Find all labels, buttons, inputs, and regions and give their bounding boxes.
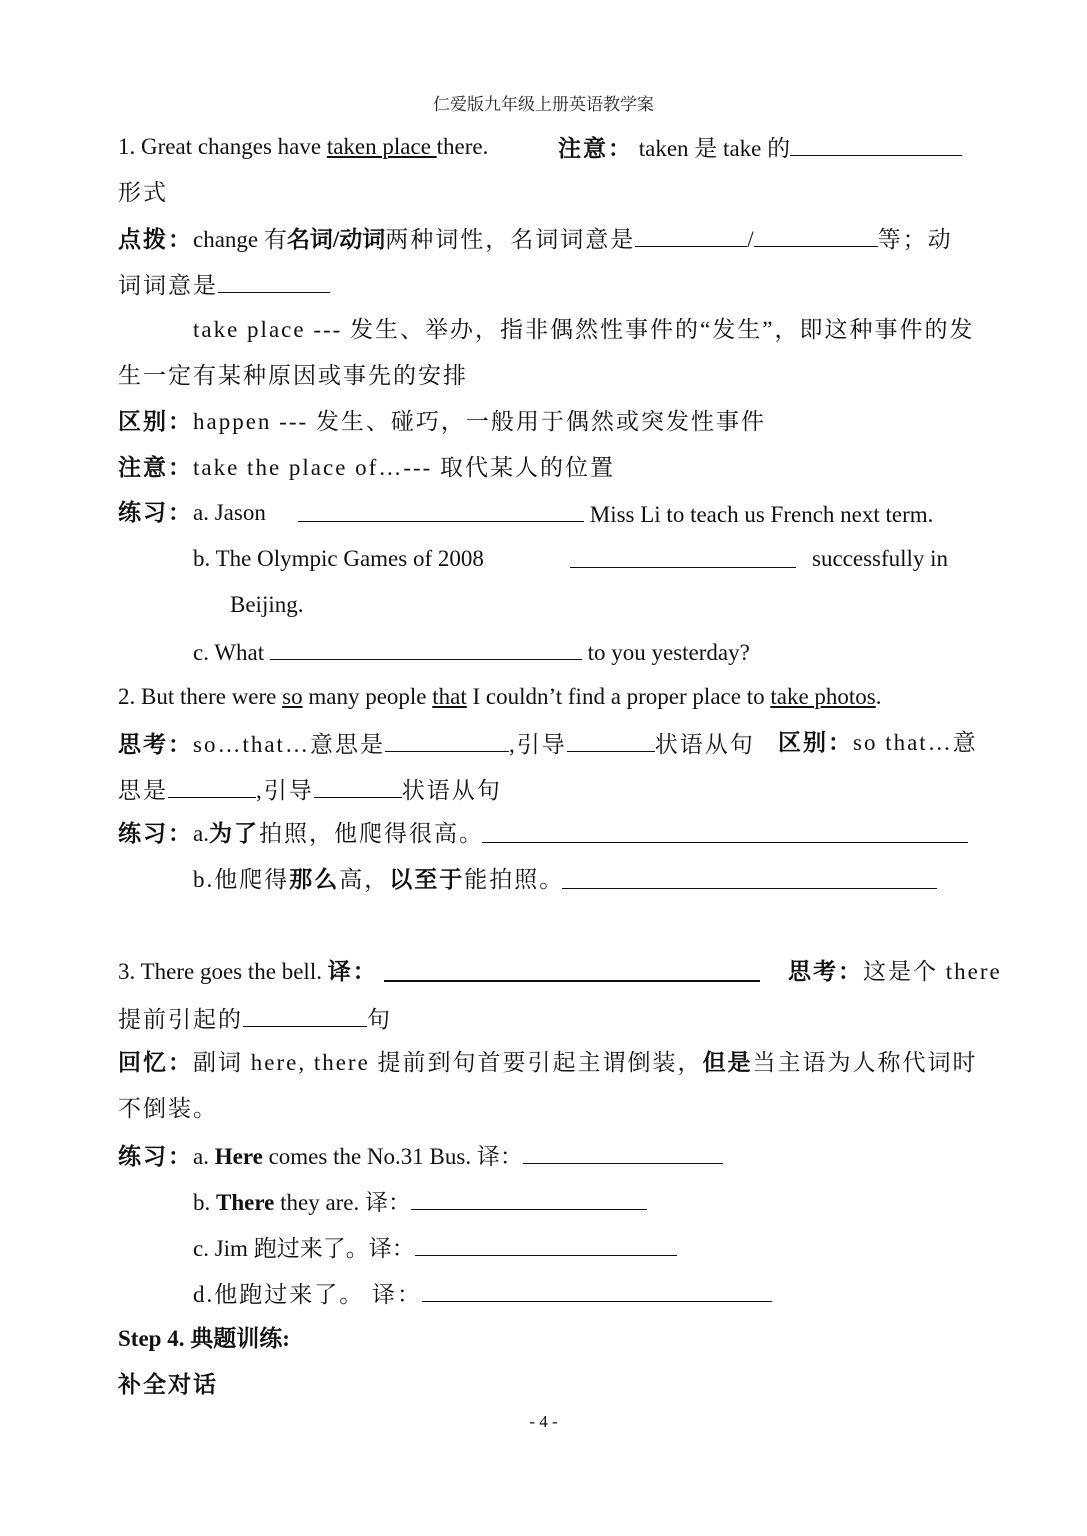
s2-practice-a: [118, 820, 484, 848]
s2-text-c: I couldn’t find a proper place to: [466, 684, 771, 709]
practice-c-text: c. What: [193, 640, 265, 665]
takeplace-explain-a: take place --- 发生、举办，指非偶然性事件的“发生”，即这种事件的发: [193, 317, 975, 342]
recall-text-a: 副词 here, there 提前到句首要引起主谓倒装，: [193, 1050, 703, 1075]
s3-text-a: 3. There goes the bell.: [118, 959, 322, 984]
s1-note2: [118, 454, 615, 482]
answer-blank[interactable]: [298, 499, 584, 522]
recall-bold: 但是: [702, 1050, 753, 1075]
s1-line2: 形式: [118, 180, 168, 205]
note-text: take the place of…--- 取代某人的位置: [193, 455, 616, 480]
answer-blank[interactable]: [218, 270, 330, 293]
think-label: 思考：: [118, 732, 193, 757]
think-text-c: 状语从句: [654, 732, 755, 757]
s1-text-a: 1. Great changes have: [118, 134, 327, 159]
s1-tip: 点拨：change 有名词/动词两种词性，名词词意是 / 等；动: [118, 224, 953, 254]
practice-label: 练习：: [118, 500, 193, 525]
recall-label: 回忆：: [118, 1050, 193, 1075]
practice-b-text: b.: [193, 1190, 216, 1215]
tip-text-c: 两种词性，名词词意是: [385, 227, 636, 252]
diff-text-a: so that…意: [853, 730, 978, 755]
answer-blank[interactable]: [385, 729, 509, 752]
practice-a-text: a. Jason: [193, 500, 266, 525]
s1-tip-cont: [118, 270, 330, 300]
s1-diff: [118, 408, 766, 436]
practice-b-bold-2: 以至于: [389, 867, 465, 892]
diff-label: 区别：: [118, 409, 193, 434]
s2-practice-b-blank: [562, 866, 937, 896]
diff-label: 区别：: [778, 730, 853, 755]
s3-recall-cont: 不倒装。: [118, 1096, 218, 1121]
practice-a-text: a.: [193, 1144, 215, 1169]
s2-so: so: [282, 684, 303, 709]
tip-text-a: change 有: [193, 227, 287, 252]
s3-trans-blank: [384, 958, 760, 989]
answer-blank[interactable]: [635, 224, 747, 247]
tip-text-d: 等；动: [877, 227, 953, 252]
s1-practice-c: [193, 637, 750, 667]
s3-practice-d: [193, 1279, 772, 1309]
answer-blank[interactable]: [562, 866, 937, 889]
practice-b-text: b.他爬得: [193, 867, 290, 892]
note-label: 注意：: [118, 455, 193, 480]
s2-think: [118, 729, 755, 759]
s3-think: [788, 958, 1002, 986]
s2-take-photos: take photos: [770, 684, 876, 709]
practice-d-text: d.他跑过来了。 译：: [193, 1282, 422, 1307]
practice-c-text-2: to you yesterday?: [587, 640, 750, 665]
answer-blank[interactable]: [422, 1279, 772, 1302]
translate-label: 译：: [327, 959, 378, 984]
s2-text-a: 2. But there were: [118, 684, 283, 709]
answer-blank[interactable]: [243, 1004, 367, 1027]
diff-text-d: 状语从句: [401, 778, 502, 803]
answer-blank[interactable]: [415, 1233, 677, 1256]
s2-text-b: many people: [302, 684, 433, 709]
s2-diff-cont: [118, 775, 502, 805]
practice-a-text-2: Miss Li to teach us French next term.: [589, 502, 934, 527]
page-header: 仁爱版九年级上册英语教学案: [433, 95, 654, 114]
s2-sentence: [118, 683, 882, 711]
s3-practice-a: [118, 1141, 723, 1171]
think-text-a: so…that…意思是: [193, 732, 385, 757]
takeplace-explain-b: 生一定有某种原因或事先的安排: [118, 363, 468, 388]
s1-practice-a: [118, 499, 266, 527]
practice-a-text-3: 拍照，他爬得很高。: [258, 821, 484, 846]
s1-practice-b: b. The Olympic Games of 2008: [193, 546, 484, 571]
practice-b-text-5: 能拍照。: [464, 867, 565, 892]
practice-a-bold: 为了: [208, 821, 259, 846]
page-number: - 4 -: [529, 1412, 558, 1431]
s1-text-b: there.: [436, 134, 489, 159]
practice-b-text-3: they are. 译：: [274, 1190, 412, 1215]
s3-practice-b: [193, 1187, 647, 1217]
practice-b-bold: 那么: [289, 867, 340, 892]
answer-blank[interactable]: [482, 820, 968, 843]
answer-blank[interactable]: [384, 958, 760, 982]
answer-blank[interactable]: [270, 637, 582, 660]
answer-blank[interactable]: [754, 224, 878, 247]
s2-practice-a-blank: [482, 820, 968, 850]
think-text-b: ,引导: [508, 732, 567, 757]
s1-sentence: [118, 133, 488, 161]
answer-blank[interactable]: [168, 775, 256, 798]
practice-label: 练习：: [118, 1144, 193, 1169]
note-label: 注意：: [558, 136, 633, 161]
diff-text-b: 思是: [118, 778, 168, 803]
s1-practice-b-blank: [570, 545, 796, 575]
practice-b-bold: There: [216, 1190, 275, 1215]
answer-blank[interactable]: [570, 545, 796, 568]
tip-text-e: 词词意是: [118, 273, 218, 298]
think-text-c: 句: [367, 1007, 392, 1032]
diff-text: happen --- 发生、碰巧，一般用于偶然或突发性事件: [193, 409, 766, 434]
practice-a-text-3: comes the No.31 Bus. 译：: [262, 1144, 523, 1169]
dialog-heading: 补全对话: [118, 1372, 218, 1397]
s3-recall: [118, 1049, 978, 1077]
think-text-a: 这是个 there: [863, 959, 1002, 984]
answer-blank[interactable]: [790, 133, 962, 156]
s2-diff: [778, 729, 978, 757]
tip-bold: 名词/动词: [286, 227, 386, 252]
recall-text-c: 当主语为人称代词时: [752, 1050, 978, 1075]
practice-label: 练习：: [118, 821, 193, 846]
s1-underlined-phrase: taken place: [326, 134, 437, 159]
practice-a-bold: Here: [214, 1144, 263, 1169]
s3-think-cont: [118, 1004, 392, 1034]
s1-practice-b-2: successfully in: [812, 546, 949, 571]
s3-sentence: [118, 958, 378, 986]
practice-b-text-3: 高，: [339, 867, 390, 892]
answer-blank[interactable]: [567, 729, 655, 752]
s2-that: that: [432, 684, 467, 709]
practice-c-text: c. Jim 跑过来了。译：: [193, 1236, 415, 1261]
practice-a-text: a.: [193, 821, 209, 846]
answer-blank[interactable]: [523, 1141, 723, 1164]
think-label: 思考：: [788, 959, 863, 984]
tip-label: 点拨：: [118, 227, 193, 252]
s1-practice-b-3: Beijing.: [230, 592, 304, 617]
step4-heading: Step 4. 典题训练:: [118, 1326, 290, 1351]
think-text-b: 提前引起的: [118, 1007, 243, 1032]
answer-blank[interactable]: [314, 775, 402, 798]
s1-note: [558, 133, 962, 163]
s2-text-d: .: [875, 684, 882, 709]
s1-practice-a-rest: [298, 499, 933, 529]
answer-blank[interactable]: [411, 1187, 647, 1210]
s2-practice-b: [193, 866, 564, 894]
s3-practice-c: [193, 1233, 677, 1263]
diff-text-c: ,引导: [256, 778, 314, 803]
note-text: taken 是 take 的: [633, 136, 791, 161]
